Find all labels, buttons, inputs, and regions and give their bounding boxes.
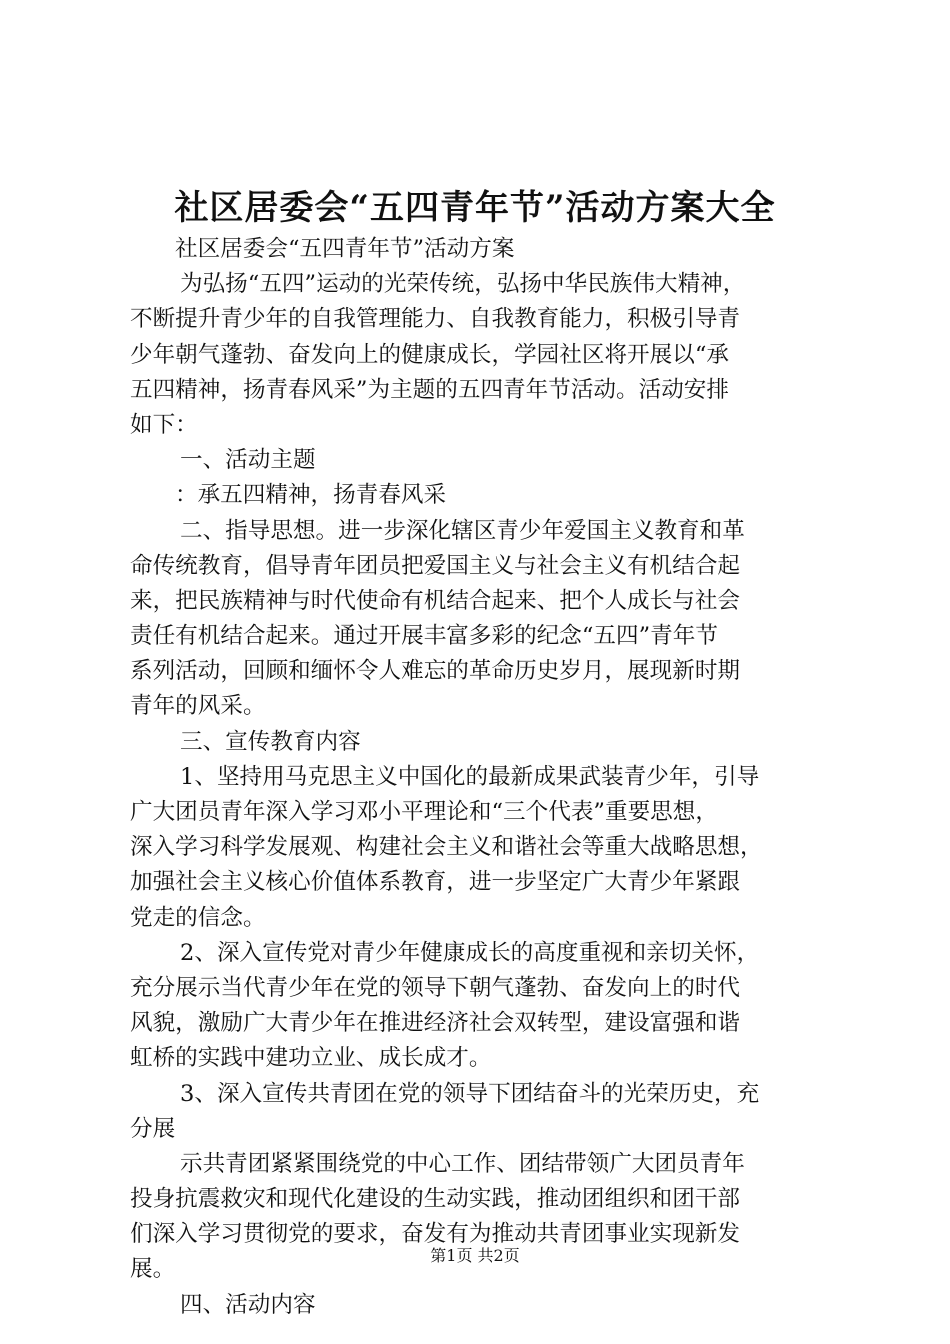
document-title: 社区居委会“五四青年节”活动方案大全 [174,188,776,228]
paragraph-line: 示共青团紧紧围绕党的中心工作、团结带领广大团员青年 [180,1150,745,1177]
section-heading: 四、活动内容 [180,1291,316,1318]
paragraph-line: 2、深入宣传党对青少年健康成长的高度重视和亲切关怀， [180,939,760,966]
paragraph-line: 深入学习科学发展观、构建社会主义和谐社会等重大战略思想， [130,834,763,861]
paragraph-line: 为弘扬“五四”运动的光荣传统，弘扬中华民族伟大精神， [180,271,746,298]
document-body [130,232,830,1323]
paragraph-line: 系列活动，回顾和缅怀令人难忘的革命历史岁月，展现新时期 [130,658,741,685]
paragraph-line: 虹桥的实践中建功立业、成长成才。 [130,1045,492,1072]
paragraph-line: 五四精神，扬青春风采”为主题的五四青年节活动。活动安排 [130,376,729,403]
paragraph-line: 少年朝气蓬勃、奋发向上的健康成长，学园社区将开展以“承 [130,341,729,368]
paragraph-line: 分展 [130,1115,176,1142]
paragraph-line: 展。 [130,1256,176,1283]
paragraph-line: 责任有机结合起来。通过开展丰富多彩的纪念“五四”青年节 [130,623,718,650]
paragraph-line: 充分展示当代青少年在党的领导下朝气蓬勃、奋发向上的时代 [130,974,741,1001]
paragraph-line: 们深入学习贯彻党的要求，奋发有为推动共青团事业实现新发 [130,1221,741,1248]
paragraph-line: 来，把民族精神与时代使命有机结合起来、把个人成长与社会 [130,587,741,614]
paragraph-line: 命传统教育，倡导青年团员把爱国主义与社会主义有机结合起 [130,552,741,579]
page-footer: 第1页 共2页 [430,1246,520,1265]
paragraph-line: 加强社会主义核心价值体系教育，进一步坚定广大青少年紧跟 [130,869,741,896]
paragraph-line: 广大团员青年深入学习邓小平理论和“三个代表”重要思想， [130,799,718,825]
section-heading: 三、宣传教育内容 [180,728,361,755]
paragraph-line: 风貌，激励广大青少年在推进经济社会双转型，建设富强和谐 [130,1010,741,1037]
paragraph-line: 1、坚持用马克思主义中国化的最新成果武装青少年，引导 [180,763,760,790]
paragraph-line: ：承五四精神，扬青春风采 [175,482,447,509]
subtitle-line: 社区居委会“五四青年节”活动方案 [175,236,515,262]
section-heading: 一、活动主题 [180,447,316,474]
paragraph-line: 投身抗震救灾和现代化建设的生动实践，推动团组织和团干部 [130,1186,741,1213]
paragraph-line: 二、指导思想。进一步深化辖区青少年爱国主义教育和革 [180,517,745,544]
paragraph-line: 青年的风采。 [130,693,266,720]
paragraph-line: 不断提升青少年的自我管理能力、自我教育能力，积极引导青 [130,306,741,333]
paragraph-line: 如下： [130,411,198,438]
paragraph-line: 党走的信念。 [130,904,266,931]
paragraph-line: 3、深入宣传共青团在党的领导下团结奋斗的光荣历史，充 [180,1080,760,1107]
